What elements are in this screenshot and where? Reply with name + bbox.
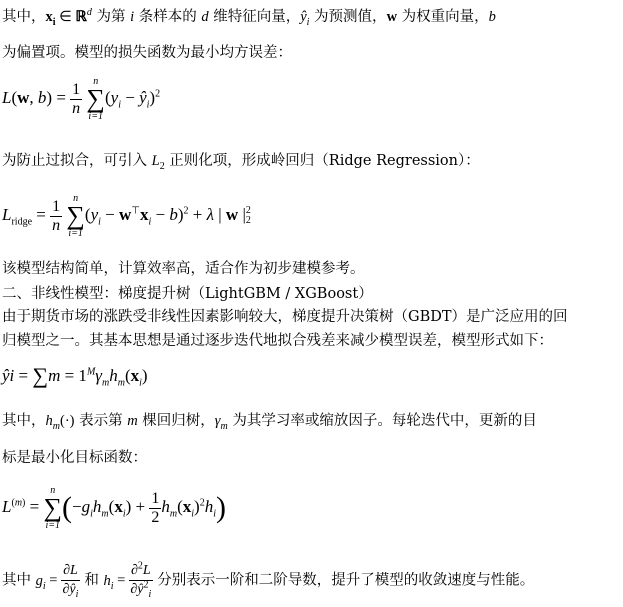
formula-gbdt-model: ŷi = $\sum m = 1^M\gamma_mh_m(x_i)$ — [2, 363, 148, 389]
paragraph-feature-definition: 其中，$x_i$ ∈ ℝ$^d$ 为第 i 条样本的 d 维特征向量，$ŷ_i$ 为预测值，w 为权重向量，b — [2, 7, 496, 28]
paragraph-linear-summary: 该模型结构简单，计算效率高，适合作为初步建模参考。 — [2, 261, 365, 277]
paragraph-gbdt-line1: 由于期货市场的涨跌受非线性因素影响较大，梯度提升决策树（GBDT）是广泛应用的回 — [2, 309, 568, 325]
paragraph-loss-intro: 为偏置项。模型的损失函数为最小均方误差： — [2, 45, 292, 61]
formula-objective: $L^{(m)}$ = n ∑ i=1 ($-g_ih_m(x_i)$ + $\frac{1}{2}$ $h_m(x_i)^2h_i$) — [2, 485, 226, 531]
paragraph-gbdt-line2: 归模型之一。其基本思想是通过逐步迭代地拟合残差来减少模型误差，模型形式如下： — [2, 333, 553, 349]
formula-mse-loss: L(w, b) = $\frac{1}{n}$ n ∑ i=1 ($y_i$ − $ŷ_i)^2$ — [2, 76, 161, 122]
formula-ridge-loss: $L_{ridge}$ = $\frac{1}{n}$ n ∑ i=1 $(y_i - w^⊤x_i - b)^2 + \lambda$ | w | 2 2 — [2, 193, 251, 239]
section-heading-nonlinear: 二、非线性模型：梯度提升树（LightGBM / XGBoost） — [2, 286, 373, 302]
math-xi-in-Rd: $x_i$ — [45, 9, 56, 28]
math-yhat-i: $ŷ_i$ — [300, 9, 310, 28]
paragraph-tree-definition: 其中，$h_m(\cdot)$ 表示第 m 棵回归树，$\gamma_m$ 为其学习率或缩放因子。每轮迭代中，更新的目 — [2, 413, 537, 432]
paragraph-ridge-intro: 为防止过拟合，可引入 $L_2$ 正则化项，形成岭回归（Ridge Regression）： — [2, 153, 480, 172]
paragraph-derivatives: 其中 $g_i$ = $\frac{\partial L}{\partial ŷ_i}$ 和 $h_i$ = $\frac{\partial^2L}{\partial ŷ^2_i}$ 分别表示一阶和二阶导数，提升了模型的收敛速度与性能。 — [2, 560, 535, 600]
paragraph-objective-intro: 标是最小化目标函数： — [2, 450, 147, 466]
